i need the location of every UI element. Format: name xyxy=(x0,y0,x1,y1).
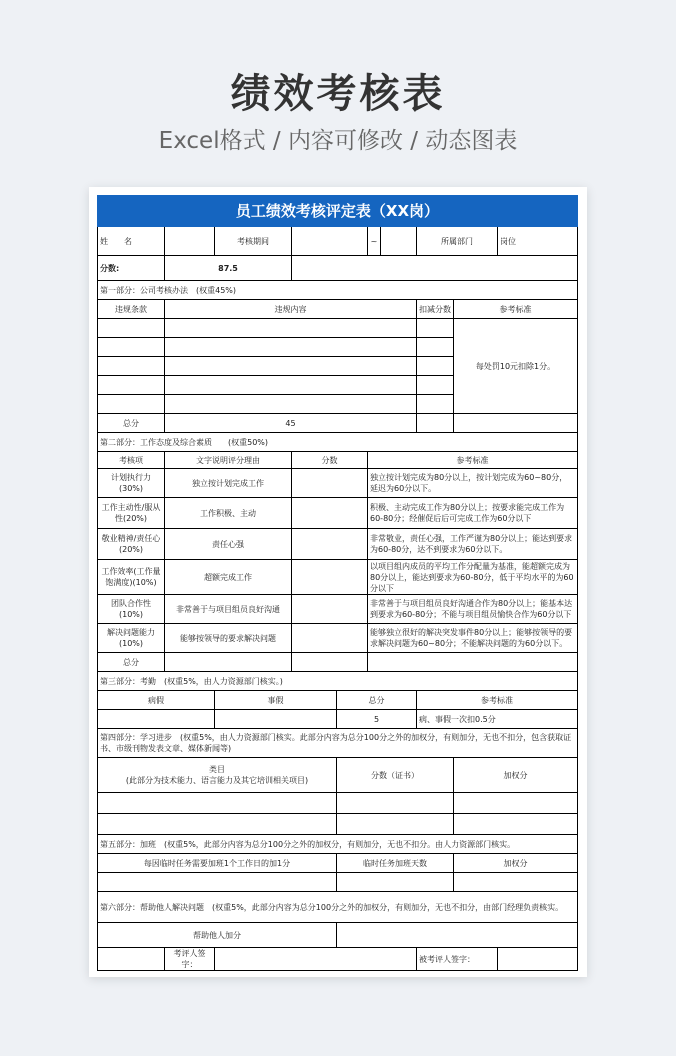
part3-header-row xyxy=(98,691,578,710)
post-label: 岗位 xyxy=(498,227,578,256)
assessee-sign-cell[interactable] xyxy=(498,948,578,971)
part4-row xyxy=(98,793,578,814)
part6-row xyxy=(98,923,578,948)
assessee-sign-label: 被考评人签字： xyxy=(417,948,498,971)
part4-row xyxy=(98,814,578,835)
part2-col-score: 分数 xyxy=(292,452,368,469)
part1-total-label: 总分 xyxy=(98,414,165,433)
info-row xyxy=(98,227,578,256)
part1-header-row xyxy=(98,300,578,319)
part1-col-deduct: 扣减分数 xyxy=(417,300,454,319)
part4-title-row xyxy=(98,729,578,758)
part2-score-cell[interactable] xyxy=(292,595,368,624)
part1-title: 第一部分：公司考核办法 (权重45%) xyxy=(98,281,578,300)
part3-standard-text: 病、事假一次扣0.5分 xyxy=(417,710,578,729)
part2-standard: 非常善于与项目组员良好沟通合作为80分以上；能基本达到要求为60-80分；不能与项目组员愉快合作为60分以下 xyxy=(368,595,578,624)
hero-title: 绩效考核表 xyxy=(230,71,446,117)
name-label: 姓 名 xyxy=(98,227,165,256)
period-start-cell[interactable] xyxy=(292,227,368,256)
part3-col-total: 总分 xyxy=(337,691,417,710)
part4-category-note: (此部分为技术能力、语言能力及其它培训相关项目) xyxy=(125,776,309,785)
part2-desc: 责任心强 xyxy=(165,529,292,560)
part2-col-desc: 文字说明评分理由 xyxy=(165,452,292,469)
part1-title-row xyxy=(98,281,578,300)
part1-col-item: 违规条款 xyxy=(98,300,165,319)
assessor-sign-cell[interactable] xyxy=(215,948,417,971)
part5-col-days: 临时任务加班天数 xyxy=(337,854,454,873)
part2-desc: 超额完成工作 xyxy=(165,560,292,595)
score-label: 分数: xyxy=(98,256,165,281)
part3-col-sick: 病假 xyxy=(98,691,215,710)
part2-row xyxy=(98,498,578,529)
part2-desc: 能够按领导的要求解决问题 xyxy=(165,624,292,653)
part3-sick-cell[interactable] xyxy=(98,710,215,729)
part2-desc: 工作积极、主动 xyxy=(165,498,292,529)
sheet-title: 员工绩效考核评定表（XX岗） xyxy=(98,196,578,227)
part1-col-standard: 参考标准 xyxy=(454,300,578,319)
part2-standard: 以项目组内成员的平均工作分配量为基准，能超额完成为80分以上，能达到要求为60-80分，低于平均水平的为60分以下 xyxy=(368,560,578,595)
part4-header-row xyxy=(98,758,578,793)
part2-title-row xyxy=(98,433,578,452)
signature-row xyxy=(98,948,578,971)
part5-col-weight: 加权分 xyxy=(454,854,578,873)
part2-total-label: 总分 xyxy=(98,653,165,672)
score-row xyxy=(98,256,578,281)
part2-standard: 积极、主动完成工作为80分以上；按要求能完成工作为60-80分；经催促后后可完成工作为60分以下 xyxy=(368,498,578,529)
part2-desc: 非常善于与项目组员良好沟通 xyxy=(165,595,292,624)
part5-title-row xyxy=(98,835,578,854)
part2-score-cell[interactable] xyxy=(292,498,368,529)
part2-row xyxy=(98,469,578,498)
part5-row xyxy=(98,873,578,892)
sheet-title-row xyxy=(98,196,578,227)
score-value: 87.5 xyxy=(165,256,292,281)
period-end-cell[interactable] xyxy=(381,227,417,256)
part2-standard: 非常敬业，责任心强，工作严谨为80分以上；能达到要求为60-80分，达不到要求为60分以下。 xyxy=(368,529,578,560)
part4-title: 第四部分：学习进步 (权重5%，由人力资源部门核实。此部分内容为总分100分之外的加权分，有则加分，无也不扣分，包含获取证书、市级刊物发表文章、媒体新闻等) xyxy=(98,729,578,758)
part4-category-label: 类目 xyxy=(209,765,225,774)
part2-row xyxy=(98,624,578,653)
assessor-sign-label: 考评人签字： xyxy=(165,948,215,971)
part2-score-cell[interactable] xyxy=(292,469,368,498)
part1-col-content: 违规内容 xyxy=(165,300,417,319)
evaluation-sheet xyxy=(89,187,587,977)
part2-item: 工作主动性/服从性(20%) xyxy=(98,498,165,529)
part2-standard: 独立按计划完成为80分以上，按计划完成为60~80分，延迟为60分以下。 xyxy=(368,469,578,498)
period-label: 考核期间 xyxy=(215,227,292,256)
part6-title-row xyxy=(98,892,578,923)
part3-title: 第三部分：考勤 (权重5%，由人力资源部门核实。) xyxy=(98,672,578,691)
part4-col-category xyxy=(98,758,337,793)
part1-total-row xyxy=(98,414,578,433)
part3-col-personal: 事假 xyxy=(215,691,337,710)
part2-score-cell[interactable] xyxy=(292,624,368,653)
part3-row xyxy=(98,710,578,729)
part4-col-weight: 加权分 xyxy=(454,758,578,793)
part2-total-row xyxy=(98,653,578,672)
period-tilde: ~ xyxy=(368,227,381,256)
part3-total-value: 5 xyxy=(337,710,417,729)
part2-col-item: 考核项 xyxy=(98,452,165,469)
part2-score-cell[interactable] xyxy=(292,560,368,595)
part2-standard: 能够独立很好的解决突发事件80分以上；能够按领导的要求解决问题为60~80分；不能解决问题的为60分以下。 xyxy=(368,624,578,653)
evaluation-table xyxy=(97,195,578,971)
part2-item: 团队合作性(10%) xyxy=(98,595,165,624)
part6-col-help: 帮助他人加分 xyxy=(98,923,337,948)
part2-row xyxy=(98,529,578,560)
name-cell[interactable] xyxy=(165,227,215,256)
part2-header-row xyxy=(98,452,578,469)
part2-item: 工作效率(工作量饱满度)(10%) xyxy=(98,560,165,595)
part2-item: 敬业精神/责任心(20%) xyxy=(98,529,165,560)
part6-help-cell[interactable] xyxy=(337,923,578,948)
part2-item: 解决问题能力(10%) xyxy=(98,624,165,653)
part5-header-row xyxy=(98,854,578,873)
part1-standard-text: 每处罚10元扣除1分。 xyxy=(454,319,578,414)
part3-title-row xyxy=(98,672,578,691)
part2-total-cell[interactable] xyxy=(292,653,368,672)
part3-col-standard: 参考标准 xyxy=(417,691,578,710)
part2-desc: 独立按计划完成工作 xyxy=(165,469,292,498)
part4-col-score: 分数（证书） xyxy=(337,758,454,793)
part2-row xyxy=(98,595,578,624)
part5-col-rule: 每因临时任务需要加班1个工作日的加1分 xyxy=(98,854,337,873)
part2-title: 第二部分：工作态度及综合素质 (权重50%) xyxy=(98,433,578,452)
part2-item: 计划执行力(30%) xyxy=(98,469,165,498)
hero-subtitle: Excel格式 / 内容可修改 / 动态图表 xyxy=(158,128,518,154)
part2-score-cell[interactable] xyxy=(292,529,368,560)
part6-title: 第六部分：帮助他人解决问题 (权重5%，此部分内容为总分100分之外的加权分，有则加分，无也不扣分，由部门经理负责核实。 xyxy=(98,892,578,923)
part2-row xyxy=(98,560,578,595)
dept-label: 所属部门 xyxy=(417,227,498,256)
part3-personal-cell[interactable] xyxy=(215,710,337,729)
part1-row xyxy=(98,319,578,338)
part1-total-value: 45 xyxy=(165,414,417,433)
part2-col-standard: 参考标准 xyxy=(368,452,578,469)
part5-title: 第五部分：加班 (权重5%，此部分内容为总分100分之外的加权分，有则加分，无也不扣分。由人力资源部门核实。 xyxy=(98,835,578,854)
